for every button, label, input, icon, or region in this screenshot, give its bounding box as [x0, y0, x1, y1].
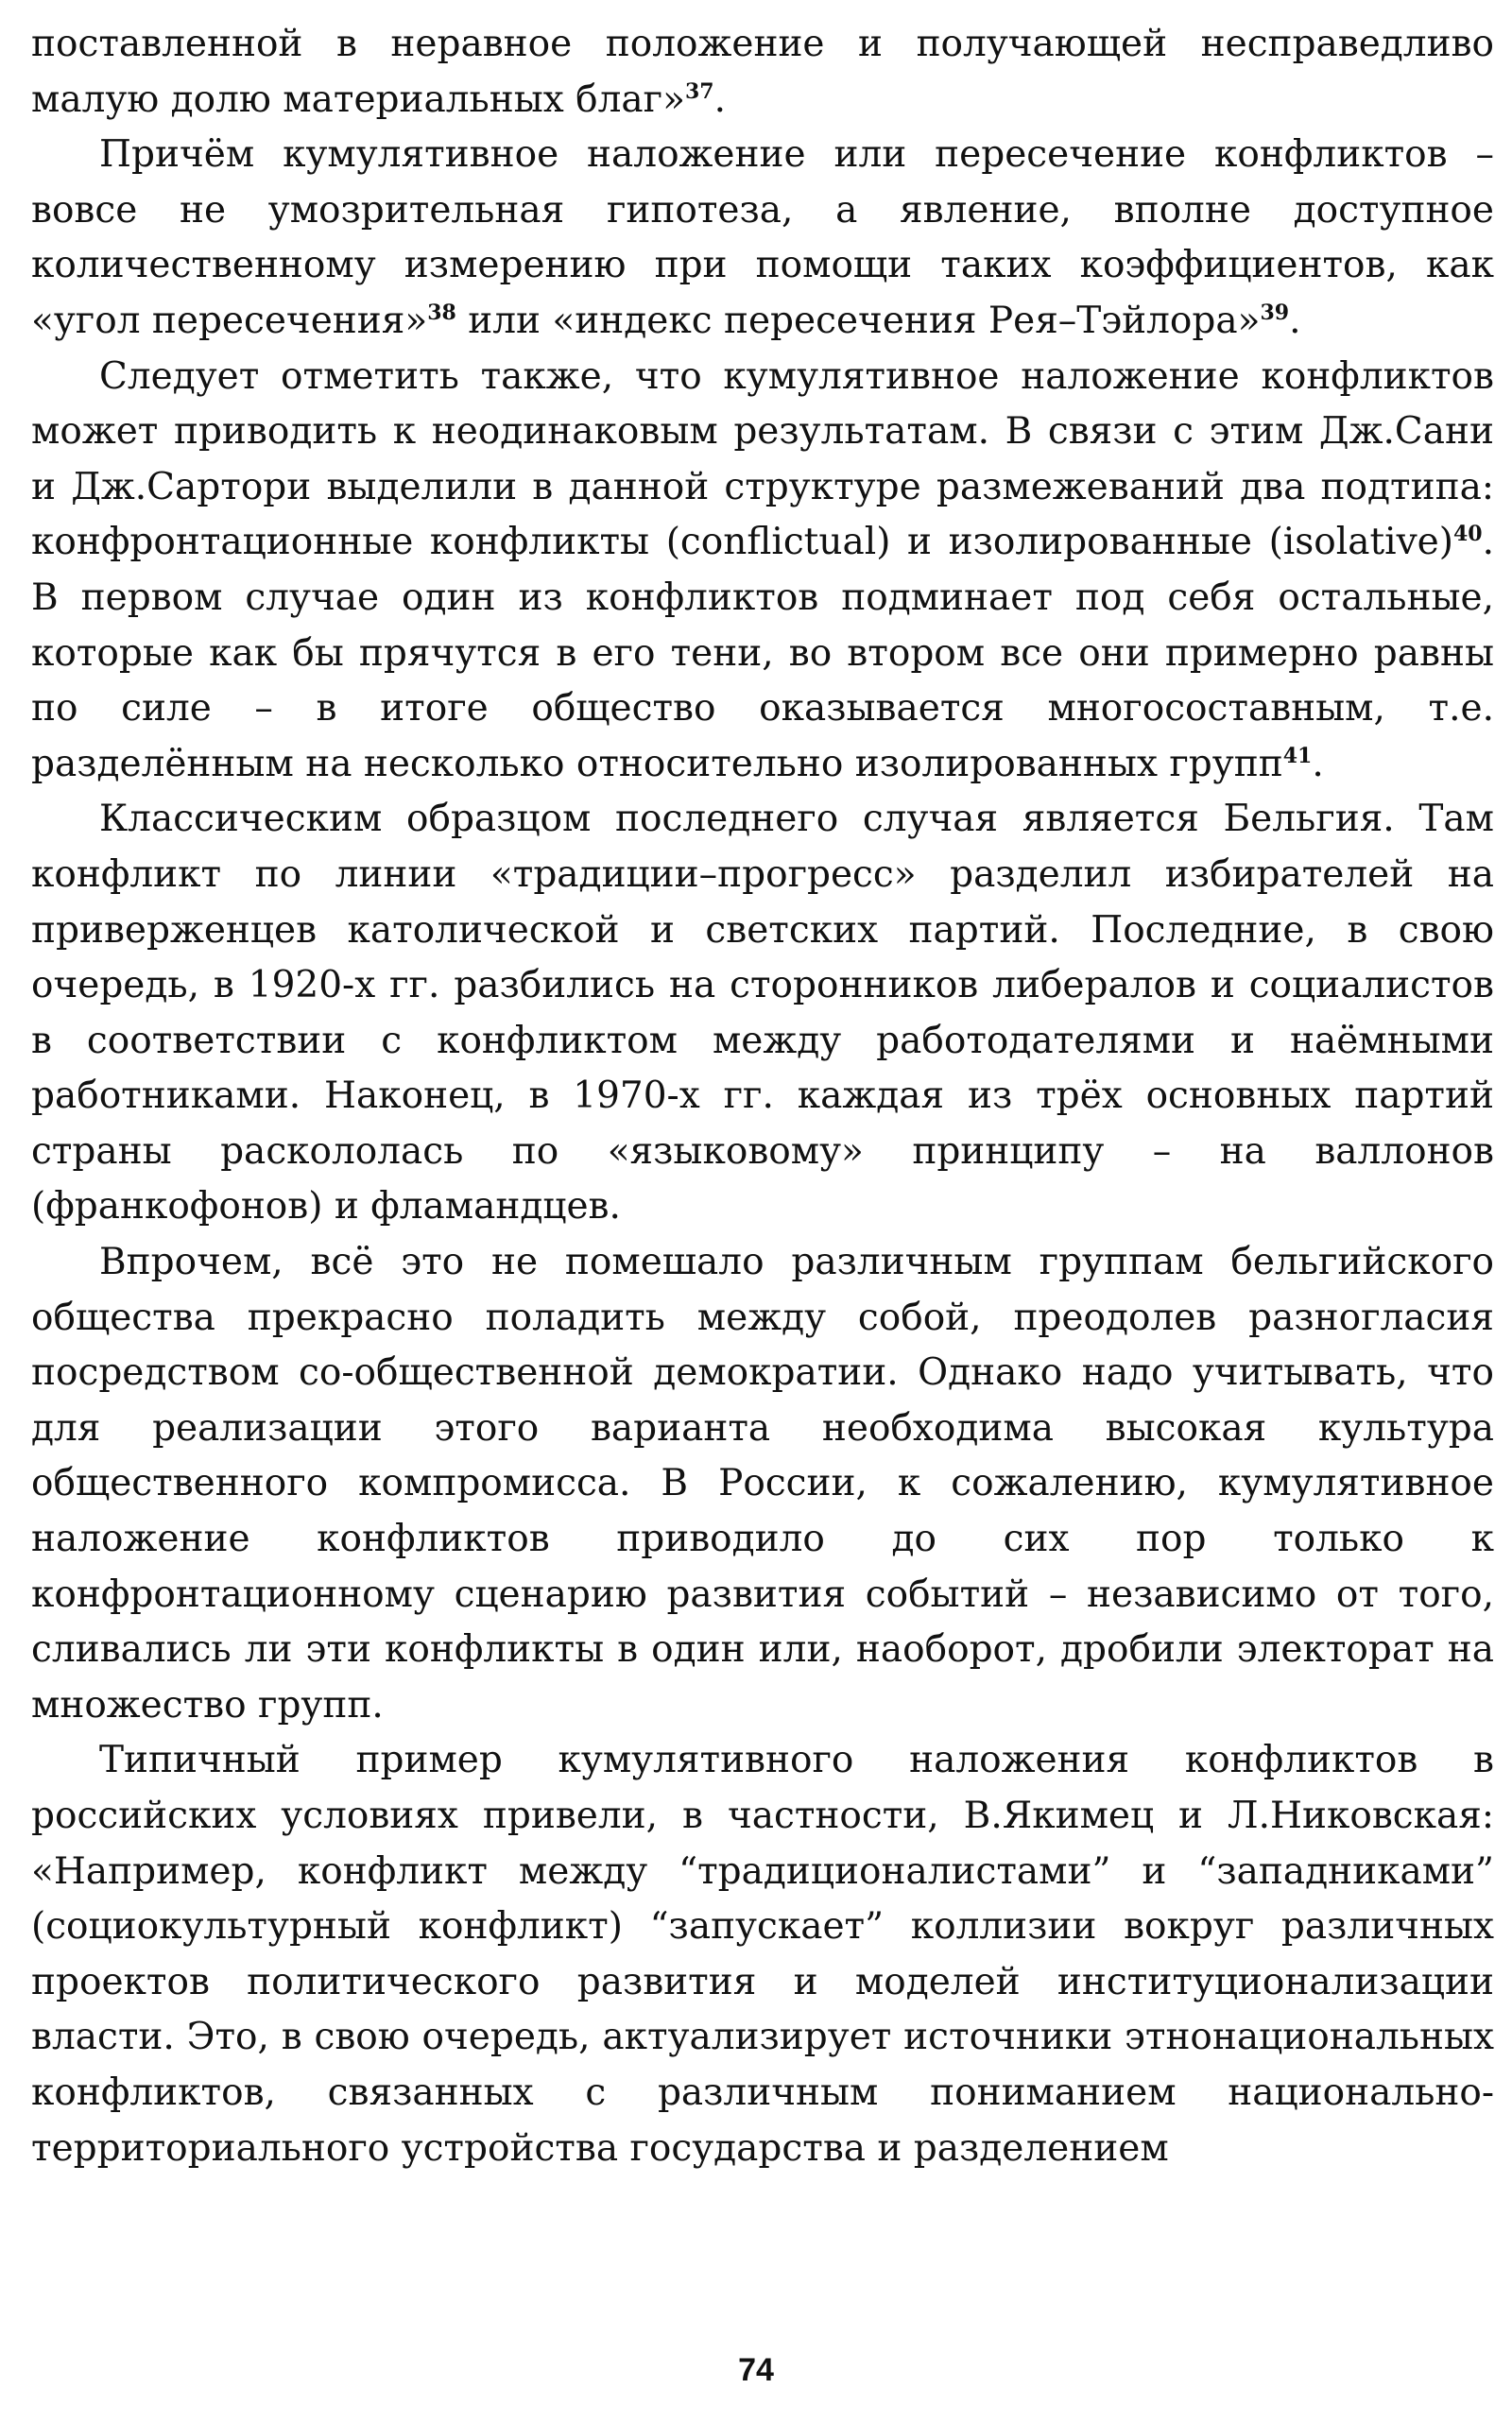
paragraph-4-text: Классическим образцом последнего случая является Бельгия. Там конфликт по линии «традиции–прогресс» разделил избирателей на приверженцев католической и светских партий. Последние, в свою очередь, в 1920-х гг. разбились на сторонников либералов и социалистов в соответствии с конфликтом между работодателями и наёмными работниками. Наконец, в 1970-х гг. каждая из трёх основных партий страны раскололась по «языковому» принципу – на валлонов (франкофонов) и фламандцев.	[31, 798, 1494, 1229]
paragraph-1-text: поставленной в неравное положение и получающей несправедливо малую долю материальных благ»	[31, 23, 1494, 121]
page-number: 74	[738, 2352, 774, 2388]
paragraph-2-text-c: .	[1289, 299, 1301, 342]
paragraph-3-text-a: Следует отметить также, что кумулятивное наложение конфликтов может приводить к неодинаковым результатам. В связи с этим Дж.Сани и Дж.Сартори выделили в данной структуре размежеваний два подтипа: конфронтационные конфликты (conflictual) и изолированные (isolative)	[31, 354, 1494, 564]
paragraph-3-text-c: .	[1312, 742, 1324, 785]
paragraph-6	[31, 1733, 1494, 2176]
paragraph-1-tail: .	[713, 77, 726, 121]
footnote-ref-40: 40	[1452, 522, 1483, 547]
footnote-ref-37: 37	[684, 78, 714, 104]
page-body	[31, 17, 1494, 2176]
footnote-ref-41: 41	[1282, 743, 1313, 768]
paragraph-2	[31, 128, 1494, 349]
paragraph-2-text-b: или «индекс пересечения Рея–Тэйлора»	[455, 299, 1261, 342]
paragraph-4	[31, 792, 1494, 1235]
paragraph-6-text: Типичный пример кумулятивного наложения конфликтов в российских условиях привели, в частности, В.Якимец и Л.Никовская: «Например, конфликт между “традиционалистами” и “западниками” (социокультурный конфликт) “запускает” коллизии вокруг различных проектов политического развития и моделей институционализации власти. Это, в свою очередь, актуализирует источники этнонациональных конфликтов, связанных с различным пониманием национально-территориального устройства государства и разделением	[31, 1739, 1494, 2170]
paragraph-5	[31, 1235, 1494, 1733]
paragraph-3-text-b: . В первом случае один из конфликтов подминает под себя остальные, которые как бы прячутся в его тени, во втором все они примерно равны по силе – в итоге общество оказывается многосоставным, т.е. разделённым на несколько относительно изолированных групп	[31, 521, 1494, 785]
paragraph-3	[31, 350, 1494, 793]
footnote-ref-38: 38	[427, 300, 456, 325]
paragraph-2-text-a: Причём кумулятивное наложение или пересечение конфликтов – вовсе не умозрительная гипотеза, а явление, вполне доступное количественному измерению при помощи таких коэффициентов, как «угол пересечения»	[31, 133, 1494, 342]
paragraph-1	[31, 17, 1494, 128]
footnote-ref-39: 39	[1260, 300, 1290, 325]
paragraph-5-text: Впрочем, всё это не помешало различным группам бельгийского общества прекрасно поладить между собой, преодолев разногласия посредством со-общественной демократии. Однако надо учитывать, что для реализации этого варианта необходима высокая культура общественного компромисса. В России, к сожалению, кумулятивное наложение конфликтов приводило до сих пор только к конфронтационному сценарию развития событий – независимо от того, сливались ли эти конфликты в один или, наоборот, дробили электорат на множество групп.	[31, 1241, 1494, 1727]
